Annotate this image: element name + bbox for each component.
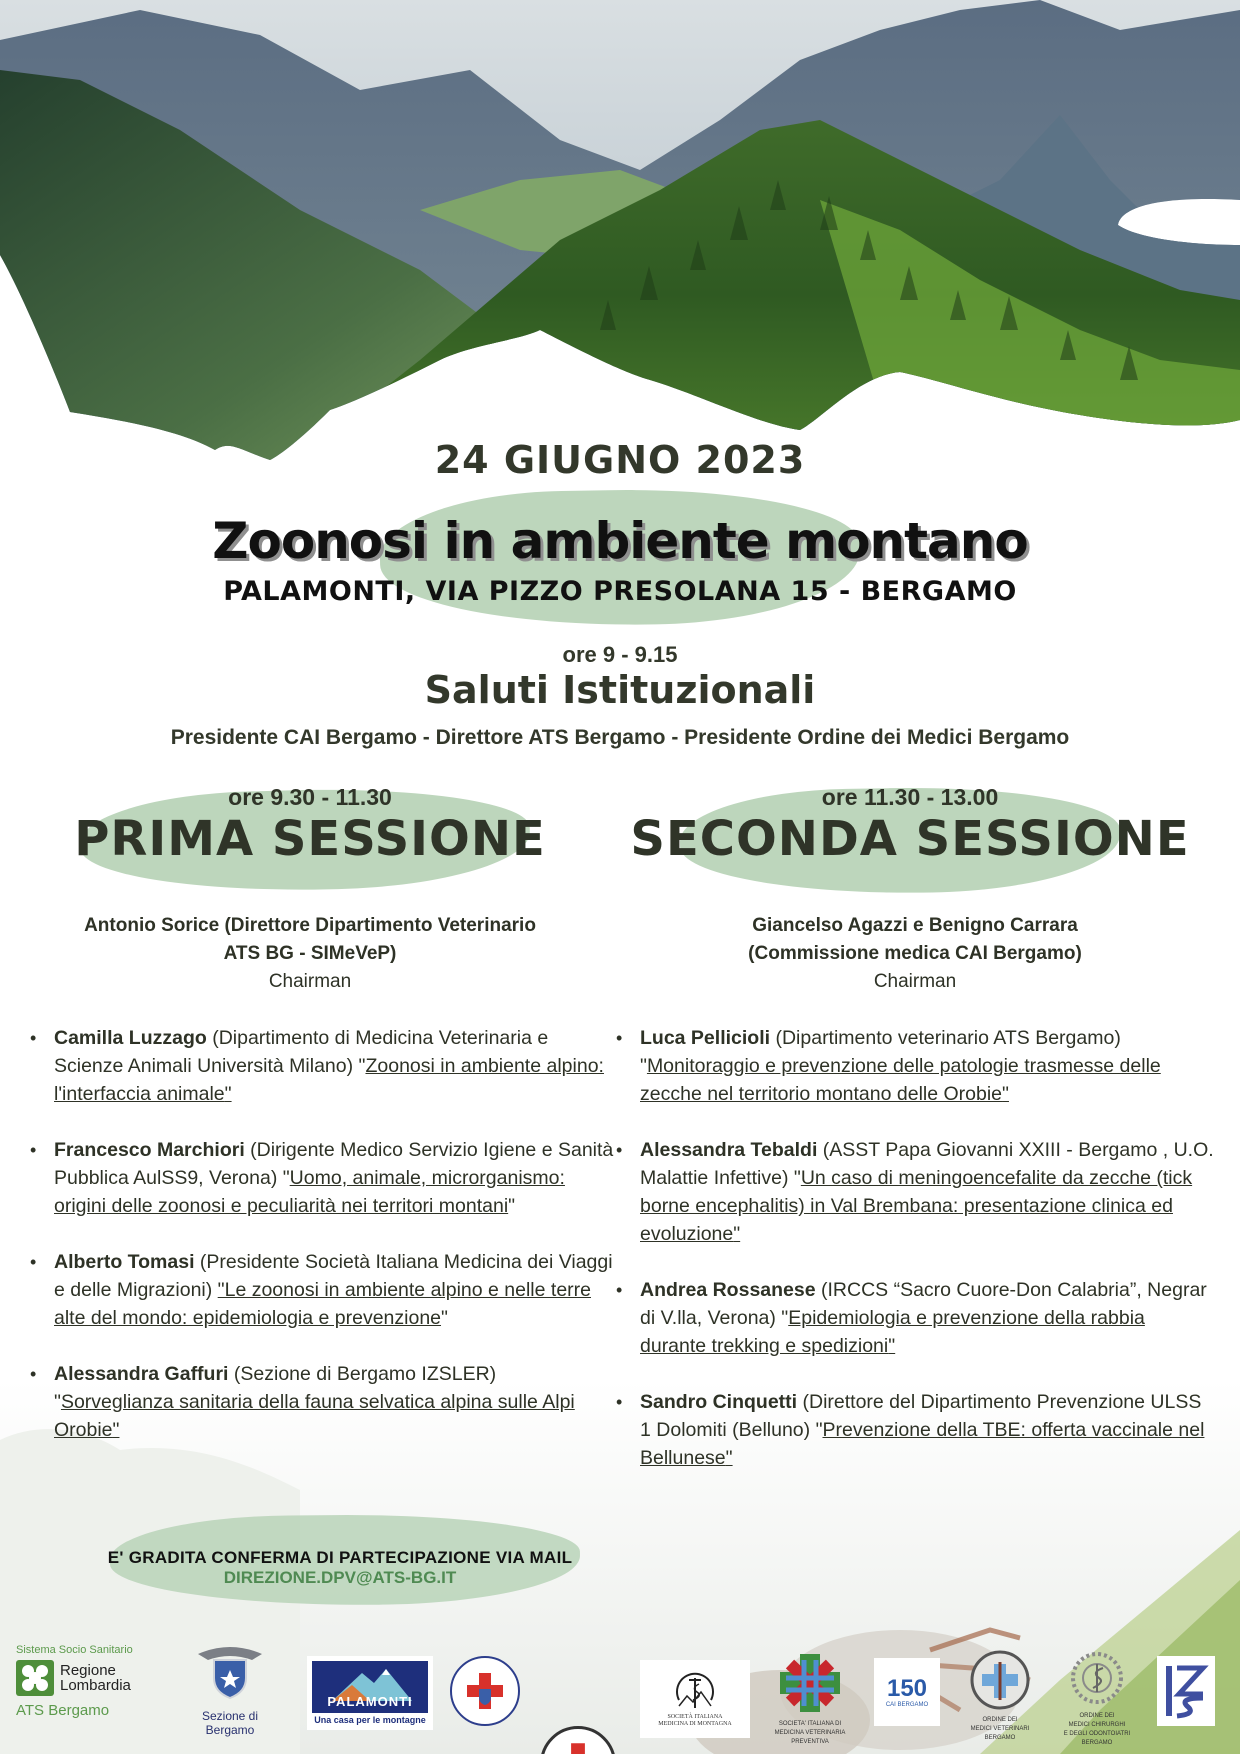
palamonti-tagline: Una casa per le montagne — [314, 1715, 426, 1725]
simevep-label-line-2: MEDICINA VETERINARIA — [774, 1730, 846, 1736]
session-2-talks — [614, 1024, 1214, 1500]
session-2-chair — [640, 912, 1190, 996]
rsvp-notice: E' GRADITA CONFERMA DI PARTECIPAZIONE VIA MAIL — [107, 1548, 573, 1567]
regione-name-line-1: Regione — [60, 1662, 116, 1679]
simevep-label-line-3: PREVENTIVA — [791, 1739, 829, 1745]
ats-bergamo-label: ATS Bergamo — [16, 1702, 110, 1719]
rsvp-email-link[interactable]: DIREZIONE.DPV@ATS-BG.IT — [223, 1568, 457, 1587]
talk-quote-open: " — [640, 1055, 647, 1077]
talk-speaker: Francesco Marchiori — [54, 1139, 245, 1161]
event-date: 24 GIUGNO 2023 — [434, 438, 806, 482]
cai-eagle-shield-icon — [194, 1644, 266, 1700]
welcome-speakers: Presidente CAI Bergamo - Direttore ATS Bergamo - Presidente Ordine dei Medici Bergamo — [170, 726, 1070, 749]
chair-name-line-1: Giancelso Agazzi e Benigno Carrara — [752, 915, 1078, 936]
ordine-veterinari-seal-icon — [970, 1650, 1030, 1710]
talk-quote-close: " — [508, 1195, 516, 1217]
talk-quote-open: " — [353, 1055, 366, 1077]
izs-monogram-icon — [1163, 1662, 1209, 1720]
talk-speaker: Alessandra Tebaldi — [640, 1139, 818, 1161]
chair-name-line-2: ATS BG - SIMeVeP) — [223, 943, 397, 964]
palamonti-name: PALAMONTI — [327, 1694, 413, 1709]
talk-speaker: Sandro Cinquetti — [640, 1391, 798, 1413]
ordine-medici-line-2: MEDICI CHIRURGHI — [1068, 1722, 1126, 1728]
logo-commissione-centrale-medica-cai — [540, 1726, 616, 1754]
regione-lombardia-rose-icon — [16, 1660, 54, 1696]
talk-affiliation: (Presidente Società Italiana Medicina dei Viaggi e delle Migrazioni) — [54, 1251, 613, 1301]
talk-quote-close: " — [733, 1223, 741, 1245]
simem-label-line-2: MEDICINA DI MONTAGNA — [658, 1721, 732, 1727]
talk-speaker: Camilla Luzzago — [54, 1027, 207, 1049]
red-cross-seal-icon — [555, 1741, 601, 1754]
ordine-vet-line-2: MEDICI VETERINARI — [970, 1726, 1030, 1732]
cai150-label: CAI BERGAMO — [885, 1702, 929, 1708]
logo-commissione-medica-cai-bergamo — [450, 1656, 520, 1726]
simevep-cross-icon — [778, 1652, 842, 1714]
talk-topic: Sorveglianza sanitaria della fauna selvatica alpina sulle Alpi Orobie — [54, 1391, 575, 1441]
talk-quote-open: " — [775, 1307, 789, 1329]
talk-item — [28, 1248, 618, 1332]
talk-speaker: Andrea Rossanese — [640, 1279, 816, 1301]
talk-topic: Prevenzione della TBE: offerta vaccinale nel Bellunese — [640, 1419, 1205, 1469]
talk-item — [28, 1136, 618, 1220]
rsvp-block — [40, 1548, 640, 1588]
cai-sezione-label: Sezione di Bergamo — [201, 1709, 259, 1737]
simevep-label-line-1: SOCIETA' ITALIANA DI — [778, 1721, 842, 1727]
talk-item — [28, 1024, 618, 1108]
talk-affiliation: (ASST Papa Giovanni XXIII - Bergamo , U.O. Malattie Infettive) — [640, 1139, 1214, 1189]
session-1-title: PRIMA SESSIONE — [74, 811, 546, 867]
session-2-time: ore 11.30 - 13.00 — [821, 784, 999, 810]
session-1-talks — [28, 1024, 618, 1472]
session-1-header — [40, 784, 580, 867]
talk-topic: Monitoraggio e prevenzione delle patologie trasmesse delle zecche nel territorio montano delle Orobie — [640, 1055, 1161, 1105]
welcome-time: ore 9 - 9.15 — [562, 642, 678, 667]
session-2-title: SECONDA SESSIONE — [630, 811, 1190, 867]
talk-topic: Un caso di meningoencefalite da zecche (tick borne encephalitis) in Val Brembana: presentazione clinica ed evoluzione — [640, 1167, 1193, 1245]
chair-role: Chairman — [268, 971, 352, 992]
simem-mountain-staff-icon — [673, 1670, 717, 1714]
talk-item — [28, 1360, 618, 1444]
logo-regione-lombardia — [16, 1644, 156, 1719]
talk-quote-close: " — [112, 1419, 120, 1441]
ordine-vet-line-1: ORDINE DEI — [982, 1717, 1018, 1723]
logo-cai-150-bergamo — [874, 1658, 940, 1726]
talk-affiliation: (IRCCS “Sacro Cuore-Don Calabria”, Negrar di V.lla, Verona) — [640, 1279, 1207, 1329]
ordine-medici-line-1: ORDINE DEI — [1079, 1713, 1115, 1719]
logo-ordine-medici-veterinari — [962, 1650, 1038, 1742]
logo-ordine-medici-chirurghi — [1054, 1650, 1140, 1747]
logo-palamonti — [307, 1656, 433, 1730]
cai150-number: 150 — [886, 1675, 928, 1702]
talk-topic: Zoonosi in ambiente alpino: l'interfaccia animale — [54, 1055, 604, 1105]
chair-name-line-2: (Commissione medica CAI Bergamo) — [748, 943, 1082, 964]
session-2-header — [620, 784, 1200, 867]
session-1-chair — [30, 912, 590, 996]
talk-topic: "Le zoonosi in ambiente alpino e nelle terre alte del mondo: epidemiologia e prevenzione — [54, 1279, 591, 1329]
session-1-time: ore 9.30 - 11.30 — [228, 784, 392, 810]
ordine-medici-caduceus-icon — [1069, 1650, 1125, 1706]
talk-quote-close: " — [725, 1447, 733, 1469]
talk-affiliation: (Sezione di Bergamo IZSLER) — [228, 1363, 497, 1385]
event-title: Zoonosi in ambiente montano — [212, 512, 1028, 570]
talk-affiliation: (Dipartimento di Medicina Veterinaria e Scienze Animali Università Milano) — [54, 1027, 549, 1077]
talk-speaker: Luca Pellicioli — [640, 1027, 771, 1049]
talk-quote-close: " — [224, 1083, 232, 1105]
talk-item — [614, 1136, 1214, 1248]
simem-label-line-1: SOCIETÀ ITALIANA — [667, 1714, 723, 1720]
red-cross-seal-icon — [465, 1671, 505, 1711]
talk-quote-open: " — [788, 1167, 801, 1189]
ordine-medici-line-3: E DEGLI ODONTOIATRI — [1063, 1731, 1131, 1737]
talk-item — [614, 1276, 1214, 1360]
talk-affiliation: (Direttore del Dipartimento Prevenzione ULSS 1 Dolomiti (Belluno) — [640, 1391, 1202, 1441]
chair-role: Chairman — [873, 971, 957, 992]
talk-quote-close: " — [888, 1335, 896, 1357]
regione-system-label: Sistema Socio Sanitario — [16, 1644, 133, 1656]
talk-quote-open: " — [54, 1391, 61, 1413]
logo-cai-sezione-bergamo — [180, 1644, 280, 1737]
logo-izs — [1157, 1656, 1215, 1726]
talk-item — [614, 1388, 1214, 1472]
chair-name-line-1: Antonio Sorice (Direttore Dipartimento Veterinario — [84, 915, 536, 936]
ordine-vet-line-3: BERGAMO — [984, 1735, 1016, 1741]
event-venue: PALAMONTI, VIA PIZZO PRESOLANA 15 - BERGAMO — [223, 576, 1017, 607]
ordine-medici-line-4: BERGAMO — [1081, 1740, 1113, 1746]
talk-affiliation: (Dipartimento veterinario ATS Bergamo) — [770, 1027, 1121, 1049]
talk-topic: Uomo, animale, microrganismo: origini delle zoonosi e peculiarità nei territori montani — [54, 1167, 565, 1217]
talk-speaker: Alessandra Gaffuri — [54, 1363, 229, 1385]
sponsor-logos — [0, 1644, 1240, 1754]
talk-quote-open: " — [810, 1419, 823, 1441]
talk-item — [614, 1024, 1214, 1108]
talk-affiliation: (Dirigente Medico Servizio Igiene e Sanità Pubblica AulSS9, Verona) — [54, 1139, 614, 1189]
talk-speaker: Alberto Tomasi — [54, 1251, 195, 1273]
header-mountain-photo — [0, 0, 1240, 470]
talk-quote-open: " — [277, 1167, 290, 1189]
talk-quote-close: " — [1002, 1083, 1009, 1105]
logo-simevep — [768, 1652, 852, 1746]
welcome-title: Saluti Istituzionali — [424, 668, 816, 712]
talk-quote-close: " — [441, 1307, 448, 1329]
regione-name-line-2: Lombardia — [60, 1677, 131, 1694]
logo-societa-italiana-medicina-montagna — [640, 1660, 750, 1738]
talk-topic: Epidemiologia e prevenzione della rabbia durante trekking e spedizioni — [640, 1307, 1145, 1357]
